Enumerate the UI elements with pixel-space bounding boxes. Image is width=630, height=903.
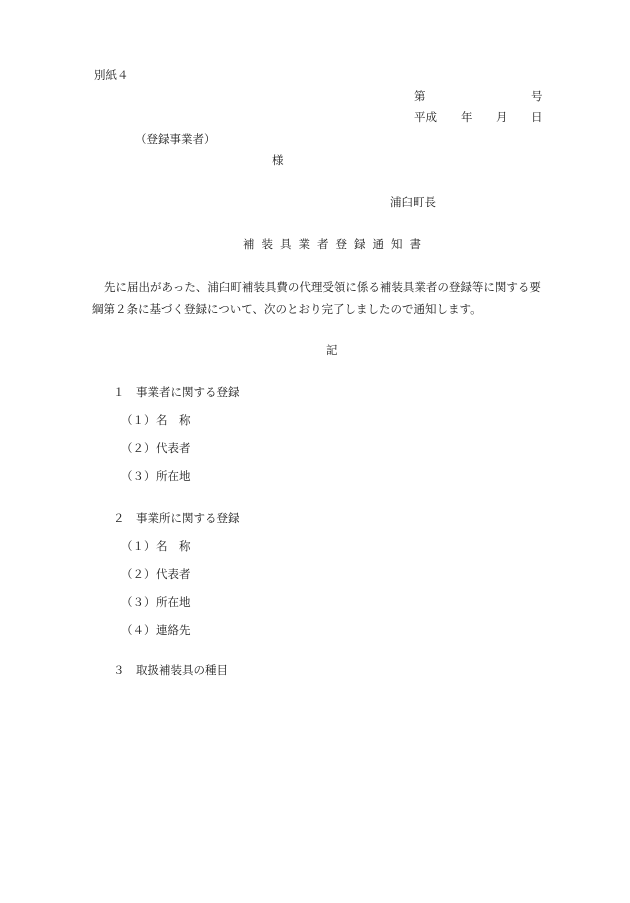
date-month: 月 bbox=[496, 110, 508, 124]
item-label: 所在地 bbox=[156, 469, 191, 483]
sender-name: 浦臼町長 bbox=[390, 195, 436, 209]
section-heading: ３ 取扱補装具の種目 bbox=[113, 663, 228, 677]
ki-heading: 記 bbox=[326, 343, 338, 357]
body-line-1: 先に届出があった、浦臼町補装具費の代理受領に係る補装具業者の登録等に関する要 bbox=[104, 280, 541, 294]
recipient-label: （登録事業者） bbox=[135, 132, 216, 146]
item-number: （１） bbox=[121, 539, 156, 553]
item-number: （２） bbox=[121, 567, 156, 581]
attachment-label: 別紙４ bbox=[94, 68, 129, 82]
item-label: 名 称 bbox=[156, 539, 191, 553]
date-year: 年 bbox=[461, 110, 473, 124]
item-number: （３） bbox=[121, 469, 156, 483]
document-title: 補装具業者登録通知書 bbox=[243, 237, 428, 251]
item-label: 連絡先 bbox=[156, 623, 191, 637]
item-number: （２） bbox=[121, 441, 156, 455]
item-number: （３） bbox=[121, 595, 156, 609]
item-number: （４） bbox=[121, 623, 156, 637]
item-number: （１） bbox=[121, 413, 156, 427]
item-label: 代表者 bbox=[156, 567, 191, 581]
item-label: 代表者 bbox=[156, 441, 191, 455]
section-heading: ２ 事業所に関する登録 bbox=[113, 511, 240, 525]
date-day: 日 bbox=[531, 110, 543, 124]
body-line-2: 綱第２条に基づく登録について、次のとおり完了しましたので通知します。 bbox=[92, 302, 482, 316]
number-suffix: 号 bbox=[531, 89, 543, 103]
body-paragraph bbox=[92, 276, 572, 320]
item-label: 名 称 bbox=[156, 413, 191, 427]
item-label: 所在地 bbox=[156, 595, 191, 609]
number-prefix: 第 bbox=[414, 89, 426, 103]
honorific: 様 bbox=[272, 153, 284, 167]
date-era: 平成 bbox=[414, 110, 437, 124]
section-heading: １ 事業者に関する登録 bbox=[113, 385, 240, 399]
